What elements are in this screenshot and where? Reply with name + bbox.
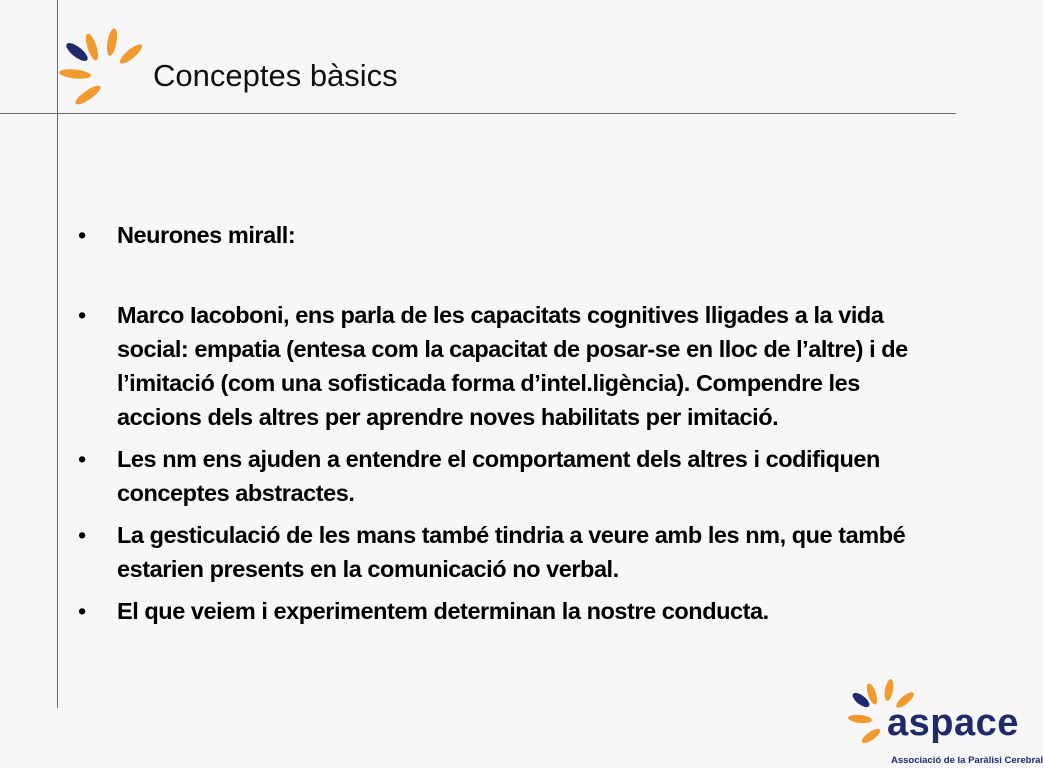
bullet-item: [78, 442, 928, 510]
bullet-item: [78, 518, 928, 586]
brand-tagline: Associació de la Paràlisi Cerebral: [891, 755, 1043, 766]
bullet-list: [78, 218, 928, 636]
brand-name: aspace: [887, 702, 1019, 744]
flower-logo-icon: [55, 28, 150, 112]
bullet-text: Neurones mirall:: [117, 222, 296, 248]
bullet-text: Les nm ens ajuden a entendre el comportament dels altres i codifiquen conceptes abstractes.: [117, 446, 880, 506]
bullet-text: La gesticulació de les mans també tindria a veure amb les nm, que també estarien presents en la comunicació no verbal.: [117, 522, 906, 582]
bullet-item: [78, 298, 928, 434]
bullet-marker: •: [78, 598, 86, 624]
horizontal-rule: [0, 113, 956, 114]
bullet-text: El que veiem i experimentem determinan la nostre conducta.: [117, 598, 769, 624]
bullet-marker: •: [78, 522, 86, 548]
bullet-marker: •: [78, 446, 86, 472]
brand-logo: [845, 678, 1043, 768]
bullet-text: Marco Iacoboni, ens parla de les capacitats cognitives lligades a la vida social: empatia (entesa com la capacitat de posar-se en lloc de l’altre) i de l’imitació (com una sofisticada forma d’intel.ligència). Compendre les accions dels altres per aprendre noves habilitats per imitació.: [117, 302, 908, 430]
bullet-item: [78, 594, 928, 628]
bullet-item: [78, 218, 928, 252]
bullet-marker: •: [78, 222, 86, 248]
bullet-marker: •: [78, 302, 86, 328]
slide-title: Conceptes bàsics: [153, 58, 398, 93]
